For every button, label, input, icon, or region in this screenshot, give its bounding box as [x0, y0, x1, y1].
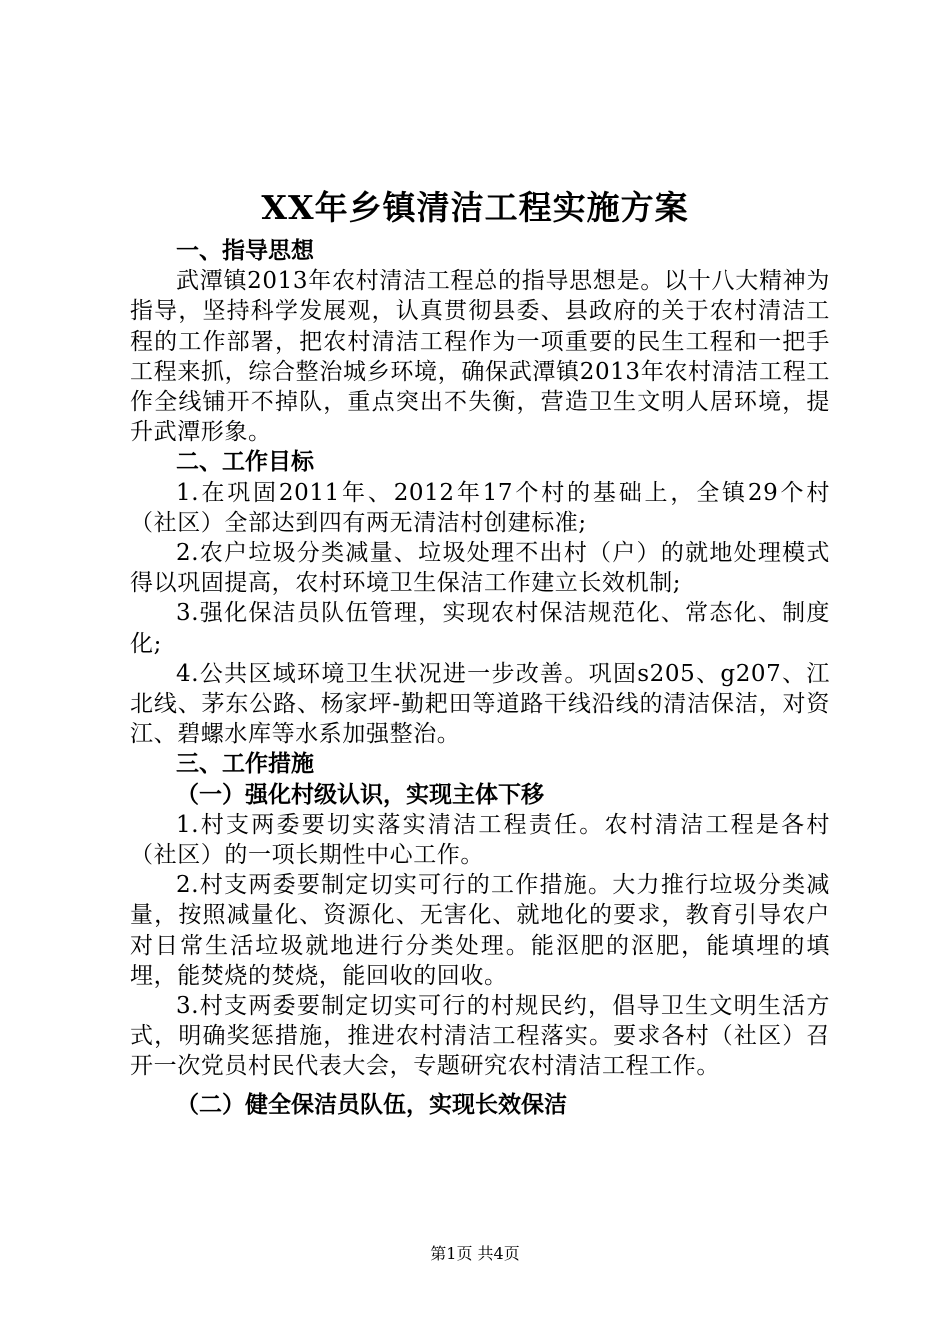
paragraph-measure-3: 3.村支两委要制定切实可行的村规民约，倡导卫生文明生活方式，明确奖惩措施，推进农村清洁工程落实。要求各村（社区）召开一次党员村民代表大会，专题研究农村清洁工程工作。 — [130, 993, 830, 1080]
section-heading-measures: 三、工作措施 — [176, 751, 314, 778]
document-title: XX年乡镇清洁工程实施方案 — [261, 188, 689, 227]
section-heading-guiding: 一、指导思想 — [176, 238, 314, 264]
page-number-footer: 第1页 共4页 — [430, 1244, 520, 1263]
paragraph-guiding: 武潭镇2013年农村清洁工程总的指导思想是。以十八大精神为指导，坚持科学发展观，认真贯彻县委、县政府的关于农村清洁工程的工作部署，把农村清洁工程作为一项重要的民生工程和一把手工程来抓，综合整治城乡环境，确保武潭镇2013年农村清洁工程工作全线铺开不掉队，重点突出不失衡，营造卫生文明人居环境，提升武潭形象。 — [130, 268, 830, 446]
section-heading-goals: 二、工作目标 — [176, 449, 314, 476]
paragraph-measure-1: 1.村支两委要切实落实清洁工程责任。农村清洁工程是各村（社区）的一项长期性中心工作。 — [130, 811, 830, 869]
paragraph-goal-2: 2.农户垃圾分类减量、垃圾处理不出村（户）的就地处理模式得以巩固提高，农村环境卫生保洁工作建立长效机制; — [130, 540, 830, 597]
paragraph-measure-2: 2.村支两委要制定切实可行的工作措施。大力推行垃圾分类减量，按照减量化、资源化、无害化、就地化的要求，教育引导农户对日常生活垃圾就地进行分类处理。能沤肥的沤肥，能填埋的填埋，能焚烧的焚烧，能回收的回收。 — [130, 872, 830, 989]
paragraph-goal-4: 4.公共区域环境卫生状况进一步改善。巩固s205、g207、江北线、茅东公路、杨家坪-勤耙田等道路干线沿线的清洁保洁，对资江、碧螺水库等水系加强整治。 — [130, 660, 830, 748]
subheading-cleaner-team: （二）健全保洁员队伍，实现长效保洁 — [176, 1091, 567, 1118]
subheading-village-awareness: （一）强化村级认识，实现主体下移 — [176, 781, 544, 808]
document-body — [130, 236, 830, 1120]
paragraph-goal-3: 3.强化保洁员队伍管理，实现农村保洁规范化、常态化、制度化; — [130, 600, 830, 657]
paragraph-goal-1: 1.在巩固2011年、2012年17个村的基础上，全镇29个村（社区）全部达到四有两无清洁村创建标准; — [130, 479, 830, 536]
